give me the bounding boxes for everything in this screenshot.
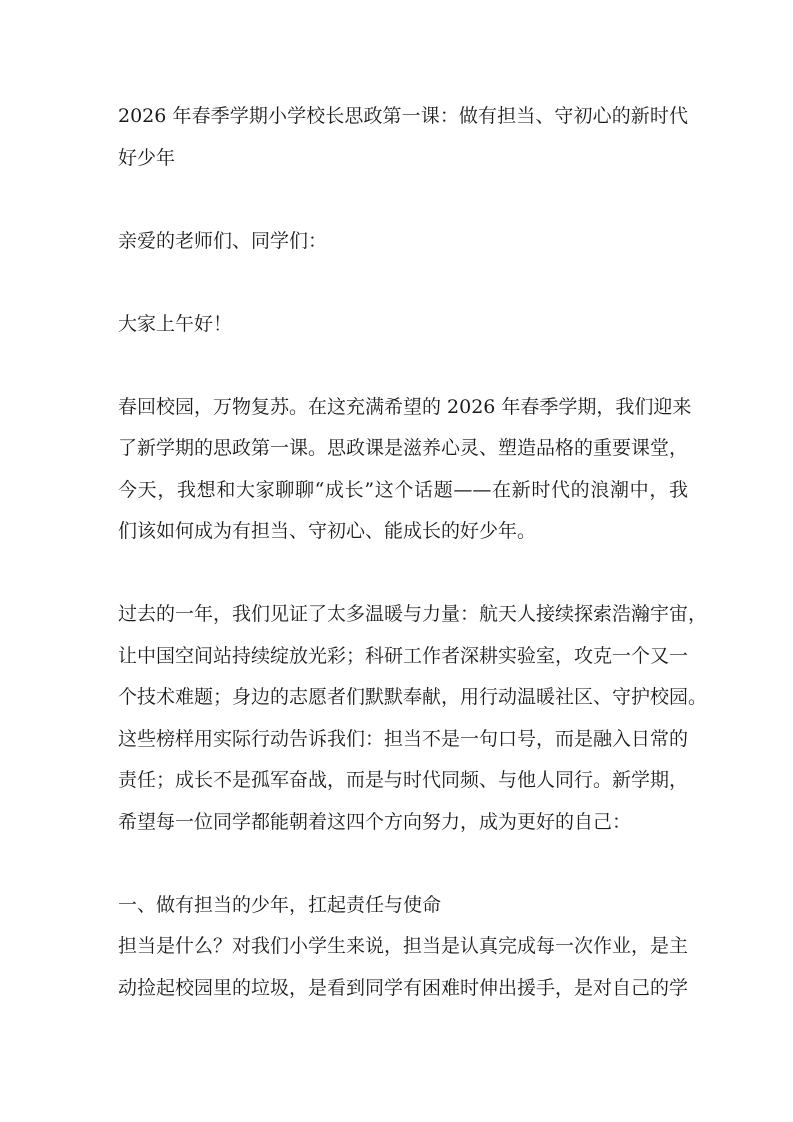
greeting: 大家上午好！ bbox=[118, 312, 233, 335]
paragraph-1 bbox=[118, 387, 692, 553]
document-title-line-2: 好少年 bbox=[118, 146, 176, 169]
paragraph-2 bbox=[118, 594, 708, 843]
paragraph-line: 责任；成长不是孤军奋战，而是与时代同频、与他人同行。新学期， bbox=[118, 769, 689, 791]
paragraph-line: 了新学期的思政第一课。思政课是滋养心灵、塑造品格的重要课堂， bbox=[118, 437, 689, 459]
paragraph-line: 个技术难题；身边的志愿者们默默奉献，用行动温暖社区、守护校园。 bbox=[118, 686, 708, 708]
paragraph-line: 动捡起校园里的垃圾，是看到同学有困难时伸出援手，是对自己的学 bbox=[118, 976, 689, 999]
section-1-body bbox=[118, 926, 688, 1009]
paragraph-line: 希望每一位同学都能朝着这四个方向努力，成为更好的自己： bbox=[118, 810, 632, 833]
document-page bbox=[118, 96, 708, 1009]
paragraph-line: 过去的一年，我们见证了太多温暖与力量：航天人接续探索浩瀚宇宙， bbox=[118, 603, 708, 625]
paragraph-line: 担当是什么？对我们小学生来说，担当是认真完成每一次作业，是主 bbox=[118, 935, 689, 957]
paragraph-line: 春回校园，万物复苏。在这充满希望的 2026 年春季学期，我们迎来 bbox=[118, 395, 692, 418]
paragraph-line: 这些榜样用实际行动告诉我们：担当不是一句口号，而是融入日常的 bbox=[118, 727, 689, 750]
paragraph-line: 今天，我想和大家聊聊“成长”这个话题——在新时代的浪潮中，我 bbox=[118, 478, 688, 501]
salutation: 亲爱的老师们、同学们： bbox=[118, 229, 328, 252]
section-1-heading: 一、做有担当的少年，扛起责任与使命 bbox=[118, 893, 442, 916]
paragraph-line: 们该如何成为有担当、守初心、能成长的好少年。 bbox=[118, 520, 537, 542]
paragraph-line: 让中国空间站持续绽放光彩；科研工作者深耕实验室，攻克一个又一 bbox=[118, 644, 689, 667]
document-title-line-1: 2026 年春季学期小学校长思政第一课：做有担当、守初心的新时代 bbox=[118, 105, 688, 127]
